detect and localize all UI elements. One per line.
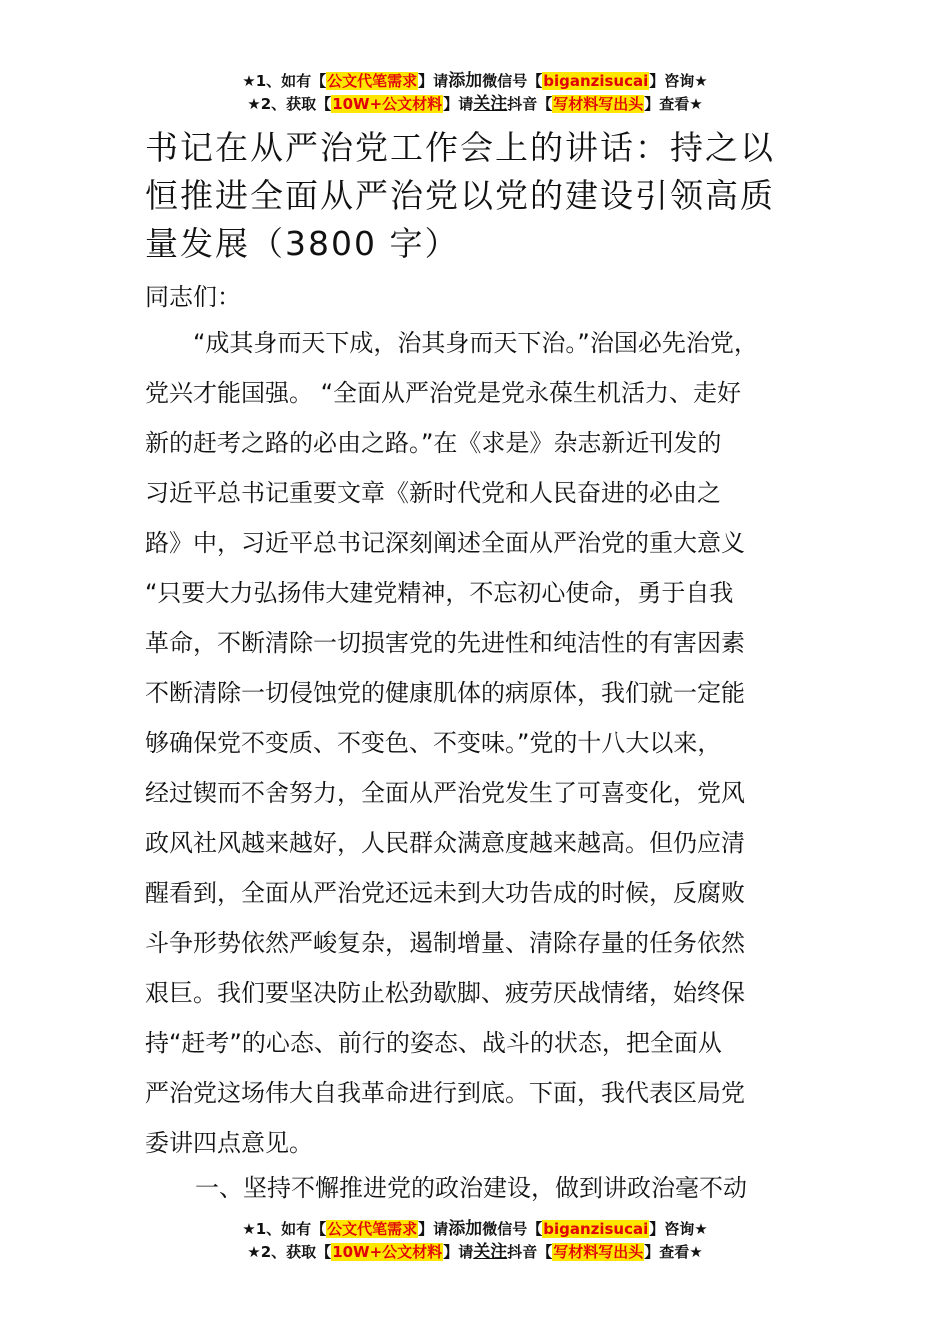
promo-text: 】请 [443,95,474,113]
promo-emphasis: 添加 [448,71,483,91]
promo-text: ★1、如有【 [242,1220,327,1238]
promo-highlight: 公文代笔需求 [327,72,418,90]
promo-text: 】请 [418,72,449,90]
paragraph-line: 政风社风越来越好，人民群众满意度越来越高。但仍应清 [145,829,745,857]
paragraph-line: 不断清除一切侵蚀党的健康肌体的病原体，我们就一定能 [145,679,745,707]
paragraph-line: 革命，不断清除一切损害党的先进性和纯洁性的有害因素 [145,629,745,657]
promo-line-2 [0,1241,950,1264]
paragraph-line: 习近平总书记重要文章《新时代党和人民奋进的必由之 [145,479,721,507]
section-heading: 一、坚持不懈推进党的政治建设，做到讲政治毫不动 [195,1174,747,1202]
promo-highlight: 10W+公文材料 [332,1243,443,1261]
promo-emphasis: 关注 [473,94,508,114]
promo-highlight: biganzisucai [543,72,649,90]
paragraph-line: 够确保党不变质、不变色、不变味。”党的十八大以来， [145,729,722,757]
promo-text: 】查看★ [644,1243,703,1261]
promo-text: 】请 [443,1243,474,1261]
promo-emphasis: 添加 [448,1219,483,1239]
promo-highlight: 写材料写出头 [553,1243,644,1261]
paragraph-line: 新的赶考之路的必由之路。”在《求是》杂志新近刊发的 [145,429,722,457]
paragraph-line: 醒看到，全面从严治党还远未到大功告成的时候，反腐败 [145,879,745,907]
paragraph-line: 路》中，习近平总书记深刻阐述全面从严治党的重大意义 [145,529,745,557]
paragraph-line: 委讲四点意见。 [145,1129,313,1157]
document-title [145,124,825,268]
promo-text: 抖音【 [507,95,553,113]
promo-text: 】咨询★ [649,1220,708,1238]
promo-emphasis: 关注 [473,1242,508,1262]
paragraph-line: 持“赶考”的心态、前行的姿态、战斗的状态，把全面从 [145,1029,722,1057]
paragraph-line: 经过锲而不舍努力，全面从严治党发生了可喜变化，党风 [145,779,745,807]
promo-text: 微信号【 [482,1220,543,1238]
promo-text: 】查看★ [644,95,703,113]
promo-text: 微信号【 [482,72,543,90]
promo-banner-top [0,70,950,116]
promo-text: ★2、获取【 [247,95,332,113]
title-line: 恒推进全面从严治党以党的建设引领高质 [145,176,775,215]
promo-text: 抖音【 [507,1243,553,1261]
body-paragraph [145,318,825,1168]
promo-text: 】请 [418,1220,449,1238]
paragraph-line: “只要大力弘扬伟大建党精神，不忘初心使命，勇于自我 [145,579,734,607]
promo-text: 】咨询★ [649,72,708,90]
title-line: 书记在从严治党工作会上的讲话：持之以 [145,128,775,167]
promo-highlight: biganzisucai [543,1220,649,1238]
promo-highlight: 公文代笔需求 [327,1220,418,1238]
title-line: 量发展（3800 字） [145,224,460,263]
promo-text: ★1、如有【 [242,72,327,90]
promo-highlight: 10W+公文材料 [332,95,443,113]
paragraph-line: 斗争形势依然严峻复杂，遏制增量、清除存量的任务依然 [145,929,745,957]
paragraph-line: 艰巨。我们要坚决防止松劲歇脚、疲劳厌战情绪，始终保 [145,979,745,1007]
promo-line-1 [0,70,950,93]
promo-line-1 [0,1218,950,1241]
paragraph-line: 严治党这场伟大自我革命进行到底。下面，我代表区局党 [145,1079,745,1107]
promo-text: ★2、获取【 [247,1243,332,1261]
paragraph-line: 党兴才能国强。 “全面从严治党是党永葆生机活力、走好 [145,379,742,407]
paragraph-line: “成其身而天下成，治其身而天下治。”治国必先治党， [145,329,758,357]
promo-highlight: 写材料写出头 [553,95,644,113]
salutation: 同志们： [145,283,241,311]
promo-banner-bottom [0,1218,950,1264]
promo-line-2 [0,93,950,116]
